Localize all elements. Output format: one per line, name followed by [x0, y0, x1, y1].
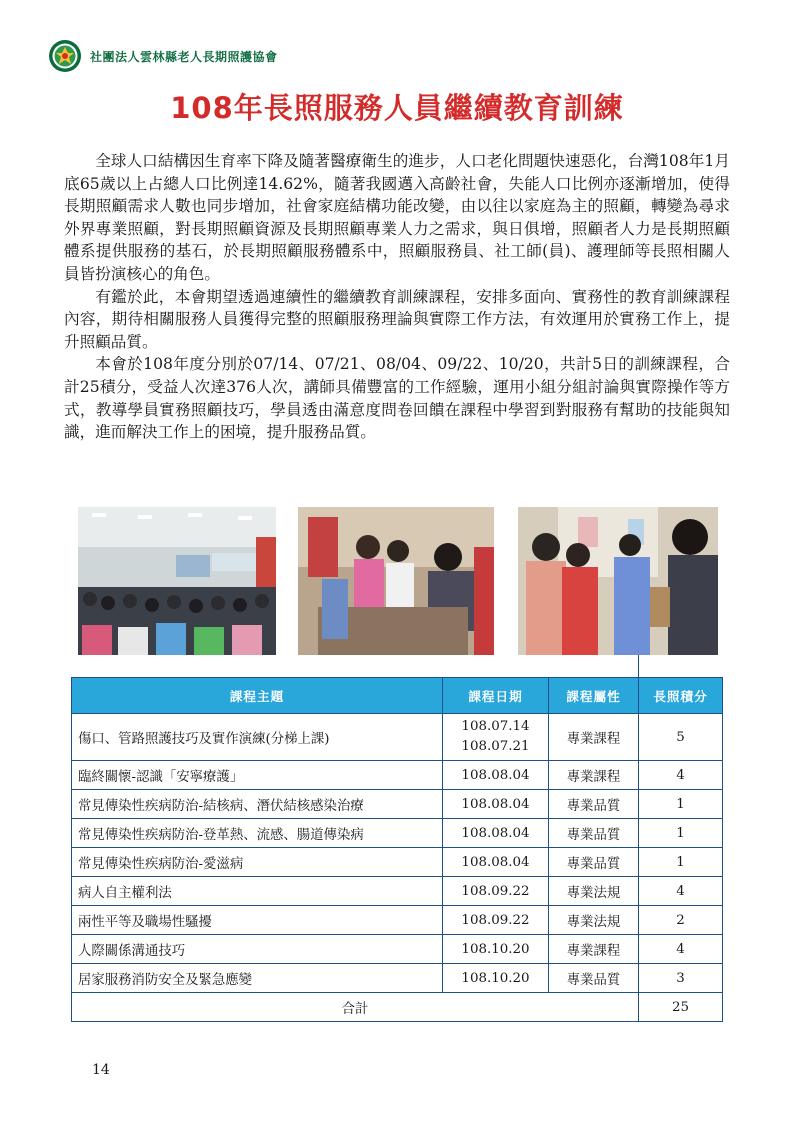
- credits-cell: 4: [639, 877, 723, 906]
- type-cell: 專業課程: [549, 761, 639, 790]
- type-cell: 專業品質: [549, 790, 639, 819]
- credits-cell: 3: [639, 964, 723, 993]
- credits-cell: 2: [639, 906, 723, 935]
- paragraph-1: 全球人口結構因生育率下降及隨著醫療衛生的進步，人口老化問題快速惡化，台灣108年1月底65歲以上占總人口比例達14.62%，隨著我國邁入高齡社會，失能人口比例亦逐漸增加，使得長期照顧需求人數也同步增加，社會家庭結構功能改變，由以往以家庭為主的照顧，轉變為尋求外界專業照顧，對長期照顧資源及長期照顧專業人力之需求，與日俱增，照顧者人力是長期照顧體系提供服務的基石，於長期照顧服務體系中，照顧服務員、社工師(員)、護理師等長照相關人員皆扮演核心的角色。: [64, 152, 730, 283]
- table-row: [72, 964, 723, 993]
- body-text: [64, 150, 730, 444]
- type-cell: 專業課程: [549, 714, 639, 761]
- total-value: 25: [639, 993, 723, 1022]
- topic-cell: 病人自主權利法: [72, 877, 443, 906]
- date-line-1: 108.07.14: [461, 719, 530, 734]
- page-title: 108年長照服務人員繼續教育訓練: [170, 91, 624, 125]
- photo-lecture-hall: [78, 507, 276, 655]
- topic-cell: 居家服務消防安全及緊急應變: [72, 964, 443, 993]
- table-row: [72, 714, 723, 761]
- table-row: [72, 761, 723, 790]
- date-cell: 108.10.20: [443, 935, 549, 964]
- course-table: [71, 677, 723, 1022]
- table-row: [72, 790, 723, 819]
- credits-cell: 4: [639, 761, 723, 790]
- topic-cell: 傷口、管路照護技巧及實作演練(分梯上課): [72, 714, 443, 761]
- credits-cell: 5: [639, 714, 723, 761]
- header-topic: 課程主題: [72, 678, 443, 714]
- topic-cell: 常見傳染性疾病防治-登革熱、流感、腸道傳染病: [72, 819, 443, 848]
- table-header-row: [72, 678, 723, 714]
- header-date: 課程日期: [443, 678, 549, 714]
- topic-cell: 常見傳染性疾病防治-結核病、潛伏結核感染治療: [72, 790, 443, 819]
- header-type: 課程屬性: [549, 678, 639, 714]
- date-cell: 108.08.04: [443, 790, 549, 819]
- association-logo-icon: [48, 39, 82, 73]
- date-line-2: 108.07.21: [461, 739, 530, 754]
- page-header: [48, 38, 278, 74]
- date-cell: [443, 714, 549, 761]
- table-row: [72, 906, 723, 935]
- topic-cell: 常見傳染性疾病防治-愛滋病: [72, 848, 443, 877]
- organization-name: 社團法人雲林縣老人長期照護協會: [90, 49, 278, 64]
- type-cell: 專業課程: [549, 935, 639, 964]
- photo-practice-session: [298, 507, 494, 655]
- table-row: [72, 819, 723, 848]
- paragraph-3: 本會於108年度分別於07/14、07/21、08/04、09/22、10/20，共計5日的訓練課程，合計25積分，受益人次達376人次，講師具備豐富的工作經驗，運用小組分組討論與實際操作等方式，教導學員實務照顧技巧，學員透由滿意度問卷回饋在課程中學習到對服務有幫助的技能與知識，進而解決工作上的困境，提升服務品質。: [64, 355, 730, 442]
- type-cell: 專業品質: [549, 848, 639, 877]
- table-total-row: [72, 993, 723, 1022]
- date-cell: 108.08.04: [443, 819, 549, 848]
- total-label: 合計: [72, 993, 639, 1022]
- photo-instructor-demo: [518, 507, 718, 655]
- date-cell: 108.09.22: [443, 906, 549, 935]
- date-cell: 108.08.04: [443, 848, 549, 877]
- credits-cell: 1: [639, 819, 723, 848]
- page-number: 14: [92, 1062, 110, 1078]
- type-cell: 專業品質: [549, 964, 639, 993]
- type-cell: 專業法規: [549, 877, 639, 906]
- topic-cell: 臨終關懷-認識「安寧療護」: [72, 761, 443, 790]
- type-cell: 專業法規: [549, 906, 639, 935]
- table-row: [72, 877, 723, 906]
- date-cell: 108.09.22: [443, 877, 549, 906]
- topic-cell: 兩性平等及職場性騷擾: [72, 906, 443, 935]
- paragraph-2: 有鑑於此，本會期望透過連續性的繼續教育訓練課程，安排多面向、實務性的教育訓練課程內容，期待相關服務人員獲得完整的照顧服務理論與實際工作方法，有效運用於實務工作上，提升照顧品質。: [64, 287, 730, 351]
- date-cell: 108.10.20: [443, 964, 549, 993]
- credits-cell: 1: [639, 848, 723, 877]
- header-credits: 長照積分: [639, 678, 723, 714]
- credits-cell: 4: [639, 935, 723, 964]
- topic-cell: 人際關係溝通技巧: [72, 935, 443, 964]
- table-row: [72, 935, 723, 964]
- date-cell: 108.08.04: [443, 761, 549, 790]
- table-row: [72, 848, 723, 877]
- credits-cell: 1: [639, 790, 723, 819]
- table-connector-line: [638, 655, 639, 677]
- photo-strip: [78, 507, 718, 655]
- type-cell: 專業品質: [549, 819, 639, 848]
